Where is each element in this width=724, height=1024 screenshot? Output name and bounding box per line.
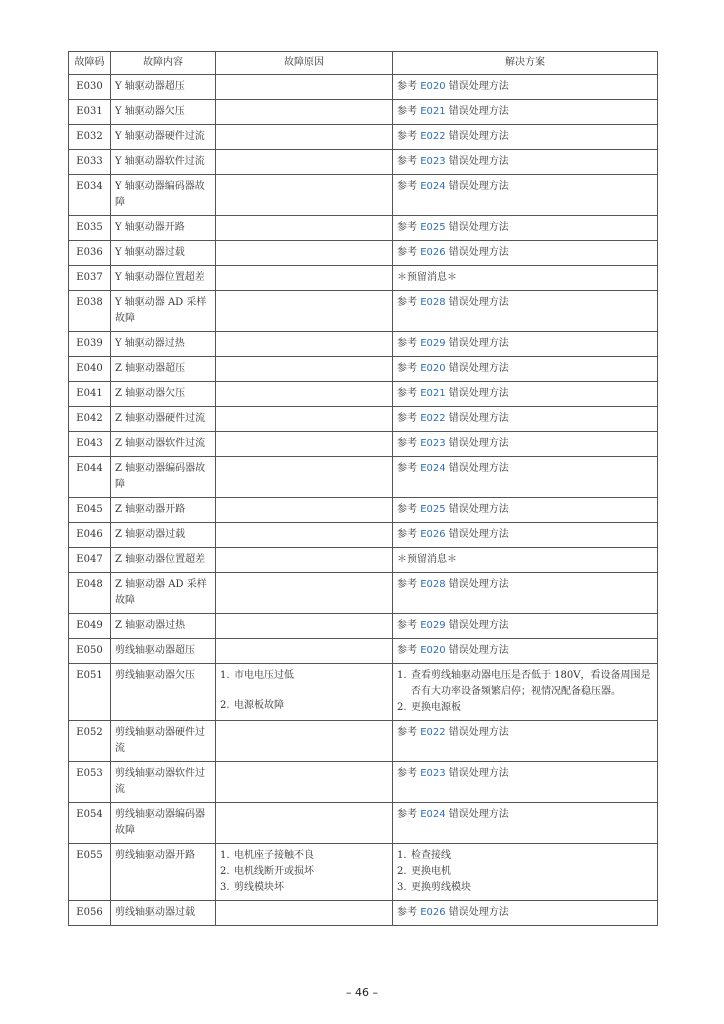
solution-cell [393,614,658,639]
solution-prefix: 参考 [397,907,421,918]
solution-suffix: 错误处理方法 [445,620,509,631]
error-code-link[interactable]: E026 [420,529,446,540]
error-code-link[interactable]: E028 [420,297,446,308]
cause-item-number: 1. [220,850,230,861]
fault-cause-cell [216,721,393,762]
reserved-message: ＊预留消息＊ [397,554,457,565]
solution-prefix: 参考 [397,222,421,233]
solution-cell [393,721,658,762]
table-row [69,150,658,175]
page-number: – 46 – [346,986,378,999]
fault-content-cell: Z 轴驱动器软件过流 [111,432,216,457]
fault-content-cell: Y 轴驱动器位置超差 [111,266,216,291]
error-code-link[interactable]: E024 [420,809,446,820]
fault-cause-cell [216,762,393,803]
solution-item [397,668,653,700]
table-row [69,291,658,332]
header-cause: 故障原因 [216,52,393,75]
solution-suffix: 错误处理方法 [445,81,509,92]
solution-cell [393,357,658,382]
solution-item-text: 查看剪线轴驱动器电压是否低于 180V，看设备周围是否有大功率设备频繁启停；视情况配备稳压器。 [411,670,651,697]
table-row [69,75,658,100]
solution-cell [393,457,658,498]
fault-code-cell: E039 [69,332,111,357]
solution-item-number: 2. [397,702,407,713]
fault-content-cell: Z 轴驱动器过热 [111,614,216,639]
table-row [69,382,658,407]
solution-prefix: 参考 [397,131,421,142]
fault-cause-cell [216,291,393,332]
table-row [69,125,658,150]
solution-suffix: 错误处理方法 [445,907,509,918]
fault-code-cell: E047 [69,548,111,573]
table-row [69,216,658,241]
table-body [69,75,658,926]
fault-code-cell: E056 [69,901,111,926]
fault-code-cell: E043 [69,432,111,457]
fault-code-cell: E030 [69,75,111,100]
error-code-link[interactable]: E026 [420,907,446,918]
solution-item-text: 更换电机 [411,866,451,877]
fault-content-cell: Y 轴驱动器软件过流 [111,150,216,175]
fault-content-cell: Y 轴驱动器硬件过流 [111,125,216,150]
spacer [220,684,388,698]
table-row [69,639,658,664]
fault-content-cell: 剪线轴驱动器编码器故障 [111,803,216,844]
solution-prefix: 参考 [397,620,421,631]
fault-code-cell: E036 [69,241,111,266]
fault-content-cell: 剪线轴驱动器欠压 [111,664,216,721]
solution-prefix: 参考 [397,338,421,349]
table-row [69,803,658,844]
fault-code-table [68,51,658,926]
table-row [69,664,658,721]
solution-item-number: 2. [397,866,407,877]
fault-cause-cell [216,241,393,266]
solution-suffix: 错误处理方法 [445,181,509,192]
error-code-link[interactable]: E020 [420,645,446,656]
solution-suffix: 错误处理方法 [445,645,509,656]
fault-cause-cell [216,266,393,291]
solution-prefix: 参考 [397,504,421,515]
error-code-link[interactable]: E028 [420,579,446,590]
solution-suffix: 错误处理方法 [445,768,509,779]
fault-code-cell: E033 [69,150,111,175]
error-code-link[interactable]: E029 [420,620,446,631]
fault-cause-cell [216,639,393,664]
fault-content-cell: 剪线轴驱动器超压 [111,639,216,664]
header-content: 故障内容 [111,52,216,75]
fault-cause-cell [216,457,393,498]
solution-prefix: 参考 [397,388,421,399]
solution-suffix: 错误处理方法 [445,438,509,449]
solution-suffix: 错误处理方法 [445,727,509,738]
fault-content-cell: Y 轴驱动器编码器故障 [111,175,216,216]
solution-cell [393,498,658,523]
solution-prefix: 参考 [397,645,421,656]
fault-cause-cell [216,548,393,573]
fault-code-cell: E034 [69,175,111,216]
table-row [69,901,658,926]
fault-cause-cell [216,407,393,432]
table-row [69,844,658,901]
table-row [69,573,658,614]
fault-code-cell: E050 [69,639,111,664]
fault-content-cell: Z 轴驱动器超压 [111,357,216,382]
cause-item [220,848,388,864]
cause-item [220,668,388,684]
solution-prefix: 参考 [397,463,421,474]
error-code-link[interactable]: E020 [420,81,446,92]
table-row [69,614,658,639]
fault-content-cell: Z 轴驱动器过载 [111,523,216,548]
fault-cause-cell [216,150,393,175]
error-code-link[interactable]: E025 [420,504,446,515]
solution-prefix: 参考 [397,247,421,258]
solution-prefix: 参考 [397,363,421,374]
cause-item [220,880,388,896]
solution-prefix: 参考 [397,106,421,117]
table-row [69,241,658,266]
fault-content-cell: 剪线轴驱动器开路 [111,844,216,901]
fault-content-cell: Y 轴驱动器过载 [111,241,216,266]
cause-item-number: 1. [220,670,230,681]
fault-content-cell: Z 轴驱动器硬件过流 [111,407,216,432]
solution-item-number: 1. [397,670,407,681]
error-code-link[interactable]: E021 [420,106,446,117]
error-code-link[interactable]: E023 [420,768,446,779]
fault-content-cell: Y 轴驱动器超压 [111,75,216,100]
fault-cause-cell [216,216,393,241]
solution-cell [393,573,658,614]
solution-cell [393,75,658,100]
solution-prefix: 参考 [397,438,421,449]
solution-cell [393,266,658,291]
fault-cause-cell [216,573,393,614]
cause-item [220,864,388,880]
reserved-message: ＊预留消息＊ [397,272,457,283]
cause-item-text: 电机线断开或损坏 [234,866,314,877]
solution-suffix: 错误处理方法 [445,463,509,474]
solution-prefix: 参考 [397,413,421,424]
fault-content-cell: Y 轴驱动器欠压 [111,100,216,125]
solution-item-number: 3. [397,882,407,893]
solution-suffix: 错误处理方法 [445,222,509,233]
fault-cause-cell [216,75,393,100]
table-row [69,721,658,762]
solution-prefix: 参考 [397,156,421,167]
fault-content-cell: Z 轴驱动器编码器故障 [111,457,216,498]
fault-content-cell: Z 轴驱动器位置超差 [111,548,216,573]
cause-item-text: 剪线模块坏 [234,882,284,893]
error-code-link[interactable]: E024 [420,181,446,192]
header-solution: 解决方案 [393,52,658,75]
solution-cell [393,241,658,266]
fault-code-cell: E048 [69,573,111,614]
solution-item-text: 检查接线 [411,850,451,861]
solution-suffix: 错误处理方法 [445,529,509,540]
fault-code-cell: E042 [69,407,111,432]
solution-suffix: 错误处理方法 [445,297,509,308]
fault-code-cell: E051 [69,664,111,721]
fault-cause-cell [216,382,393,407]
solution-prefix: 参考 [397,579,421,590]
fault-code-cell: E053 [69,762,111,803]
solution-suffix: 错误处理方法 [445,809,509,820]
solution-suffix: 错误处理方法 [445,131,509,142]
solution-prefix: 参考 [397,727,421,738]
fault-cause-cell [216,432,393,457]
fault-cause-cell [216,901,393,926]
table-row [69,332,658,357]
table-row [69,498,658,523]
error-code-link[interactable]: E024 [420,463,446,474]
fault-code-cell: E040 [69,357,111,382]
fault-code-cell: E049 [69,614,111,639]
table-header-row [69,52,658,75]
cause-item-text: 电机座子接触不良 [234,850,314,861]
fault-cause-cell [216,357,393,382]
error-code-link[interactable]: E029 [420,338,446,349]
fault-code-cell: E037 [69,266,111,291]
fault-cause-cell [216,664,393,721]
solution-suffix: 错误处理方法 [445,363,509,374]
fault-content-cell: 剪线轴驱动器软件过流 [111,762,216,803]
solution-suffix: 错误处理方法 [445,247,509,258]
fault-cause-cell [216,332,393,357]
table-row [69,432,658,457]
table-row [69,523,658,548]
table-row [69,175,658,216]
fault-cause-cell [216,498,393,523]
fault-cause-cell [216,614,393,639]
solution-suffix: 错误处理方法 [445,388,509,399]
table-row [69,357,658,382]
cause-item-number: 2. [220,866,230,877]
cause-item-text: 市电电压过低 [234,670,294,681]
fault-code-cell: E038 [69,291,111,332]
solution-suffix: 错误处理方法 [445,156,509,167]
fault-content-cell: Y 轴驱动器开路 [111,216,216,241]
fault-code-cell: E041 [69,382,111,407]
solution-prefix: 参考 [397,181,421,192]
error-code-link[interactable]: E026 [420,247,446,258]
error-code-link[interactable]: E022 [420,413,446,424]
table-row [69,457,658,498]
header-code: 故障码 [69,52,111,75]
solution-prefix: 参考 [397,809,421,820]
solution-cell [393,332,658,357]
fault-content-cell: Y 轴驱动器 AD 采样故障 [111,291,216,332]
fault-code-cell: E044 [69,457,111,498]
solution-item-text: 更换电源板 [411,702,461,713]
solution-item-number: 1. [397,850,407,861]
fault-cause-cell [216,125,393,150]
fault-code-cell: E032 [69,125,111,150]
solution-cell [393,901,658,926]
fault-content-cell: Z 轴驱动器 AD 采样故障 [111,573,216,614]
error-code-link[interactable]: E020 [420,363,446,374]
fault-code-cell: E055 [69,844,111,901]
solution-cell [393,175,658,216]
fault-code-cell: E054 [69,803,111,844]
solution-prefix: 参考 [397,768,421,779]
solution-item-text: 更换剪线模块 [411,882,471,893]
solution-cell [393,382,658,407]
cause-item-number: 3. [220,882,230,893]
table-row [69,100,658,125]
solution-suffix: 错误处理方法 [445,579,509,590]
solution-cell [393,100,658,125]
cause-item-number: 2. [220,700,230,711]
solution-item [397,700,653,716]
solution-suffix: 错误处理方法 [445,504,509,515]
table-row [69,548,658,573]
cause-item [220,698,388,714]
solution-item [397,880,653,896]
solution-cell [393,803,658,844]
solution-suffix: 错误处理方法 [445,106,509,117]
solution-prefix: 参考 [397,529,421,540]
fault-cause-cell [216,175,393,216]
solution-cell [393,291,658,332]
fault-content-cell: Z 轴驱动器开路 [111,498,216,523]
fault-code-cell: E031 [69,100,111,125]
error-code-link[interactable]: E022 [420,727,446,738]
error-code-link[interactable]: E021 [420,388,446,399]
fault-content-cell: 剪线轴驱动器硬件过流 [111,721,216,762]
fault-content-cell: Z 轴驱动器欠压 [111,382,216,407]
table-row [69,762,658,803]
solution-suffix: 错误处理方法 [445,338,509,349]
cause-item-text: 电源板故障 [234,700,284,711]
error-code-link[interactable]: E022 [420,131,446,142]
fault-code-cell: E046 [69,523,111,548]
fault-content-cell: 剪线轴驱动器过载 [111,901,216,926]
error-code-link[interactable]: E023 [420,156,446,167]
table-row [69,266,658,291]
fault-cause-cell [216,844,393,901]
solution-item [397,848,653,864]
error-code-link[interactable]: E023 [420,438,446,449]
solution-cell [393,762,658,803]
solution-cell [393,150,658,175]
fault-cause-cell [216,803,393,844]
fault-code-cell: E045 [69,498,111,523]
table-row [69,407,658,432]
fault-code-cell: E052 [69,721,111,762]
error-code-link[interactable]: E025 [420,222,446,233]
solution-cell [393,664,658,721]
solution-cell [393,216,658,241]
solution-cell [393,407,658,432]
solution-suffix: 错误处理方法 [445,413,509,424]
fault-cause-cell [216,100,393,125]
solution-item [397,864,653,880]
solution-cell [393,432,658,457]
solution-prefix: 参考 [397,81,421,92]
solution-cell [393,548,658,573]
solution-cell [393,125,658,150]
fault-code-cell: E035 [69,216,111,241]
solution-prefix: 参考 [397,297,421,308]
solution-cell [393,523,658,548]
fault-cause-cell [216,523,393,548]
solution-cell [393,844,658,901]
solution-cell [393,639,658,664]
fault-content-cell: Y 轴驱动器过热 [111,332,216,357]
